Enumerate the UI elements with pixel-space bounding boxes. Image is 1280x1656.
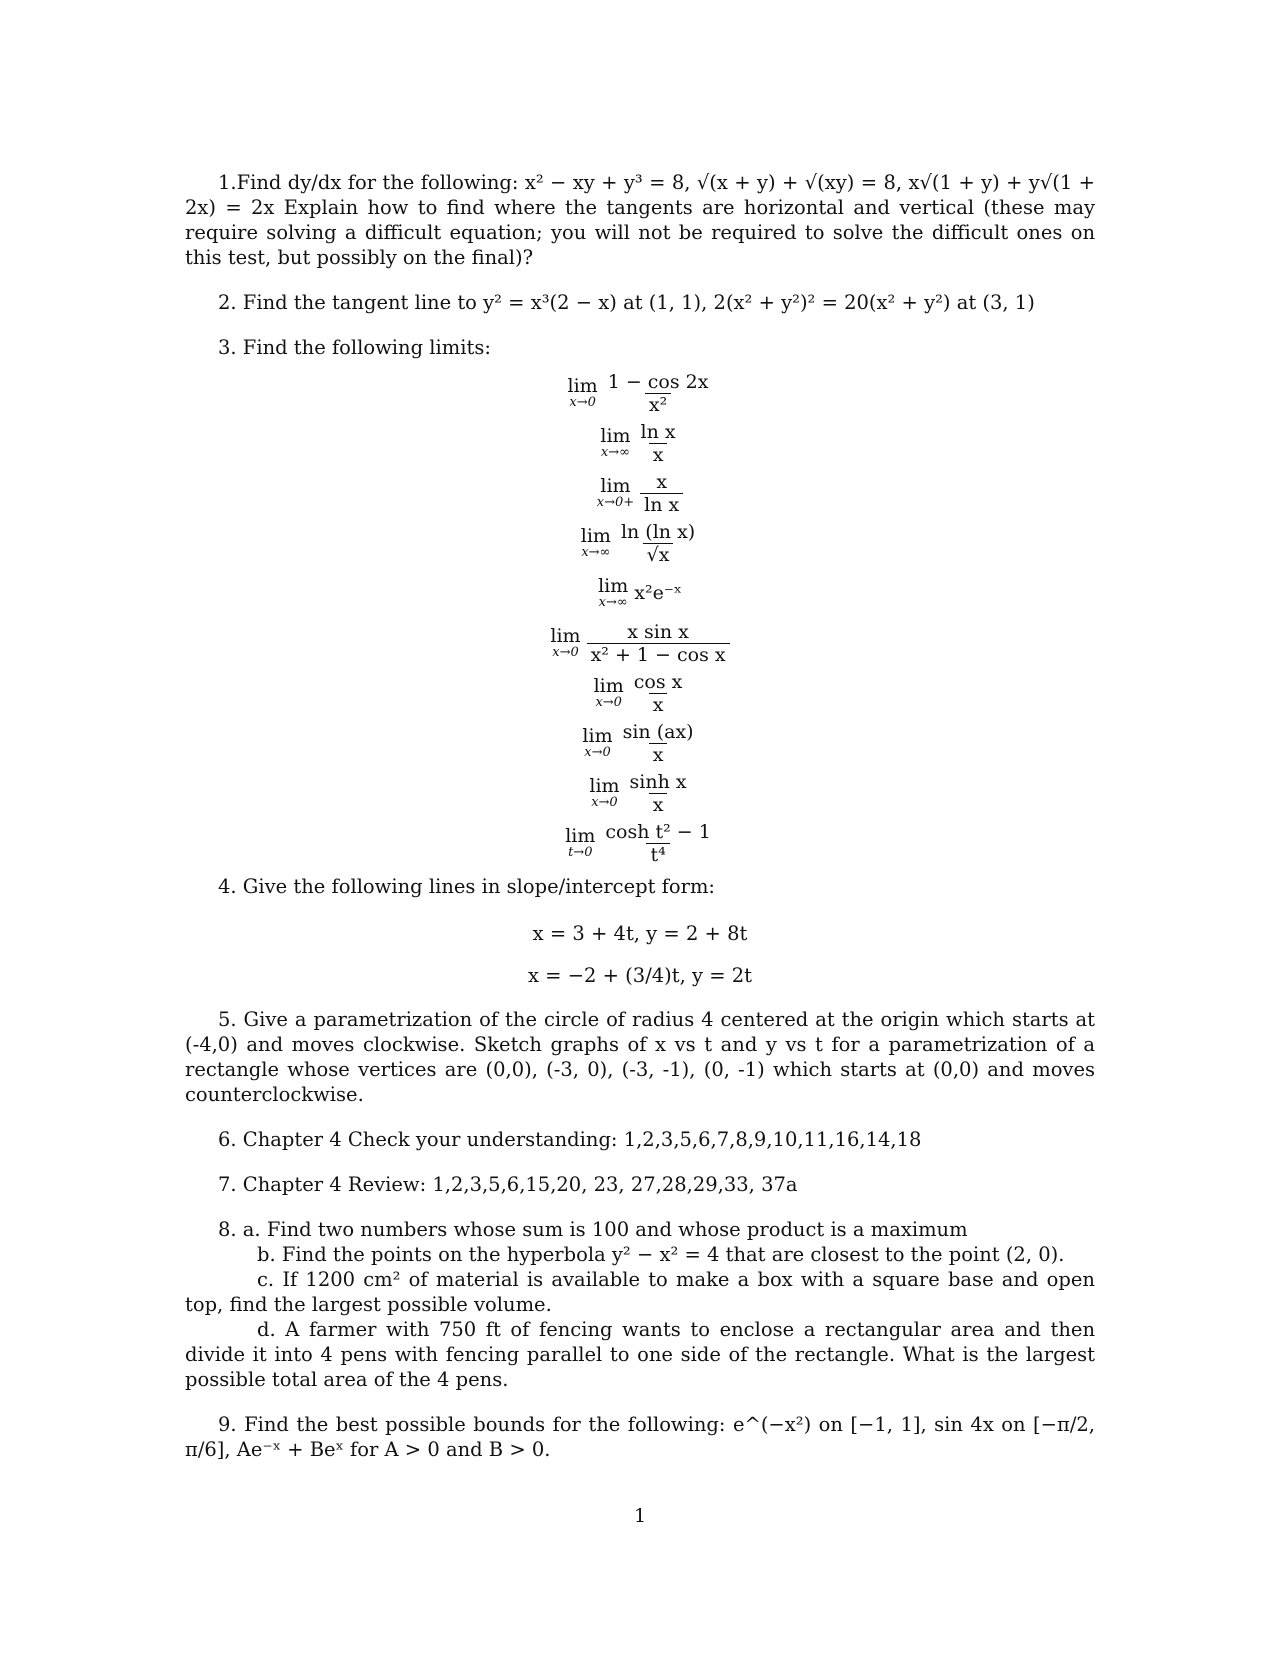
lim-word: lim bbox=[589, 775, 620, 797]
lim-den: x² bbox=[645, 393, 671, 416]
lim-num: 1 − cos 2x bbox=[607, 370, 709, 393]
limit-4 bbox=[185, 518, 1095, 568]
lim-word: lim bbox=[600, 425, 631, 447]
limit-10 bbox=[185, 818, 1095, 868]
limit-8 bbox=[185, 718, 1095, 768]
lim-num: sinh x bbox=[629, 770, 687, 793]
lim-word: lim bbox=[598, 575, 629, 597]
lim-sub: x→∞ bbox=[598, 595, 628, 610]
limit-1 bbox=[185, 368, 1095, 418]
lim-den: x bbox=[649, 793, 668, 816]
problem-8b: b. Find the points on the hyperbola y² − x² = 4 that are closest to the point (2, 0). bbox=[257, 1243, 1065, 1266]
lim-den: ln x bbox=[640, 493, 683, 516]
limits-list bbox=[185, 368, 1095, 868]
lim-sub: x→∞ bbox=[600, 445, 630, 460]
lim-den: t⁴ bbox=[646, 843, 669, 866]
lim-num: sin (ax) bbox=[622, 720, 694, 743]
limit-2 bbox=[185, 418, 1095, 468]
lim-den: x² + 1 − cos x bbox=[587, 643, 730, 666]
lim-sub: x→0 bbox=[569, 395, 596, 410]
lim-sub: x→0 bbox=[584, 745, 611, 760]
lim-sub: x→0+ bbox=[596, 495, 635, 510]
problem-8c: c. If 1200 cm² of material is available to make a box with a square base and open top, find the largest possible volume. bbox=[185, 1268, 1095, 1316]
problem-5: 5. Give a parametrization of the circle of radius 4 centered at the origin which starts at (-4,0) and moves clockwise. Sketch graphs of x vs t and y vs t for a parametrization of a rectangle whose vertices are (0,0), (-3, 0), (-3, -1), (0, -1) which starts at (0,0) and moves counterclockwise. bbox=[185, 1008, 1095, 1106]
lim-sub: x→0 bbox=[595, 695, 622, 710]
lim-word: lim bbox=[565, 825, 596, 847]
problem-4-intro: 4. Give the following lines in slope/intercept form: bbox=[218, 875, 716, 898]
lim-num: cosh t² − 1 bbox=[605, 820, 711, 843]
limit-9 bbox=[185, 768, 1095, 818]
problem-9: 9. Find the best possible bounds for the following: e^(−x²) on [−1, 1], sin 4x on [−π/2, π/6], Ae⁻ˣ + Beˣ for A > 0 and B > 0. bbox=[185, 1413, 1095, 1461]
problem-7: 7. Chapter 4 Review: 1,2,3,5,6,15,20, 23, 27,28,29,33, 37a bbox=[218, 1173, 798, 1196]
lim-num: x sin x bbox=[627, 620, 689, 643]
lim-word: lim bbox=[582, 725, 613, 747]
limit-5 bbox=[185, 568, 1095, 618]
line-1: x = 3 + 4t, y = 2 + 8t bbox=[532, 922, 748, 945]
lim-den: √x bbox=[643, 543, 674, 566]
document-page bbox=[185, 170, 1095, 1462]
lim-word: lim bbox=[593, 675, 624, 697]
lim-den: x bbox=[649, 743, 668, 766]
lim-num: ln x bbox=[640, 420, 676, 443]
problem-2: 2. Find the tangent line to y² = x³(2 − x) at (1, 1), 2(x² + y²)² = 20(x² + y²) at (3, 1) bbox=[218, 291, 1035, 314]
problem-4-lines bbox=[185, 913, 1095, 997]
problem-8d: d. A farmer with 750 ft of fencing wants to enclose a rectangular area and then divide it into 4 pens with fencing parallel to one side of the rectangle. What is the largest possible total area of the 4 pens. bbox=[185, 1318, 1095, 1391]
lim-sub: t→0 bbox=[568, 845, 593, 860]
lim-num: cos x bbox=[633, 670, 683, 693]
limit-7 bbox=[185, 668, 1095, 718]
lim-expr: x²e⁻ˣ bbox=[634, 581, 682, 604]
lim-sub: x→0 bbox=[552, 645, 579, 660]
line-2: x = −2 + (3/4)t, y = 2t bbox=[527, 964, 753, 987]
lim-word: lim bbox=[567, 375, 598, 397]
lim-word: lim bbox=[600, 475, 631, 497]
limit-3 bbox=[185, 468, 1095, 518]
problem-8a: 8. a. Find two numbers whose sum is 100 and whose product is a maximum bbox=[218, 1218, 968, 1241]
page-number: 1 bbox=[633, 1505, 647, 1527]
lim-sub: x→∞ bbox=[581, 545, 611, 560]
lim-num: x bbox=[656, 470, 668, 493]
problem-3-intro: 3. Find the following limits: bbox=[218, 336, 491, 359]
lim-sub: x→0 bbox=[591, 795, 618, 810]
lim-den: x bbox=[649, 443, 668, 466]
problem-6: 6. Chapter 4 Check your understanding: 1,2,3,5,6,7,8,9,10,11,16,14,18 bbox=[218, 1128, 922, 1151]
lim-den: x bbox=[649, 693, 668, 716]
lim-word: lim bbox=[580, 525, 611, 547]
problem-1: 1.Find dy/dx for the following: x² − xy + y³ = 8, √(x + y) + √(xy) = 8, x√(1 + y) + y√(1 + 2x) = 2x Explain how to find where the tangents are horizontal and vertical (these may require solving a difficult equation; you will not be required to solve the difficult ones on this test, but possibly on the final)? bbox=[185, 171, 1095, 269]
lim-num: ln (ln x) bbox=[620, 520, 696, 543]
limit-6 bbox=[185, 618, 1095, 668]
lim-word: lim bbox=[550, 625, 581, 647]
